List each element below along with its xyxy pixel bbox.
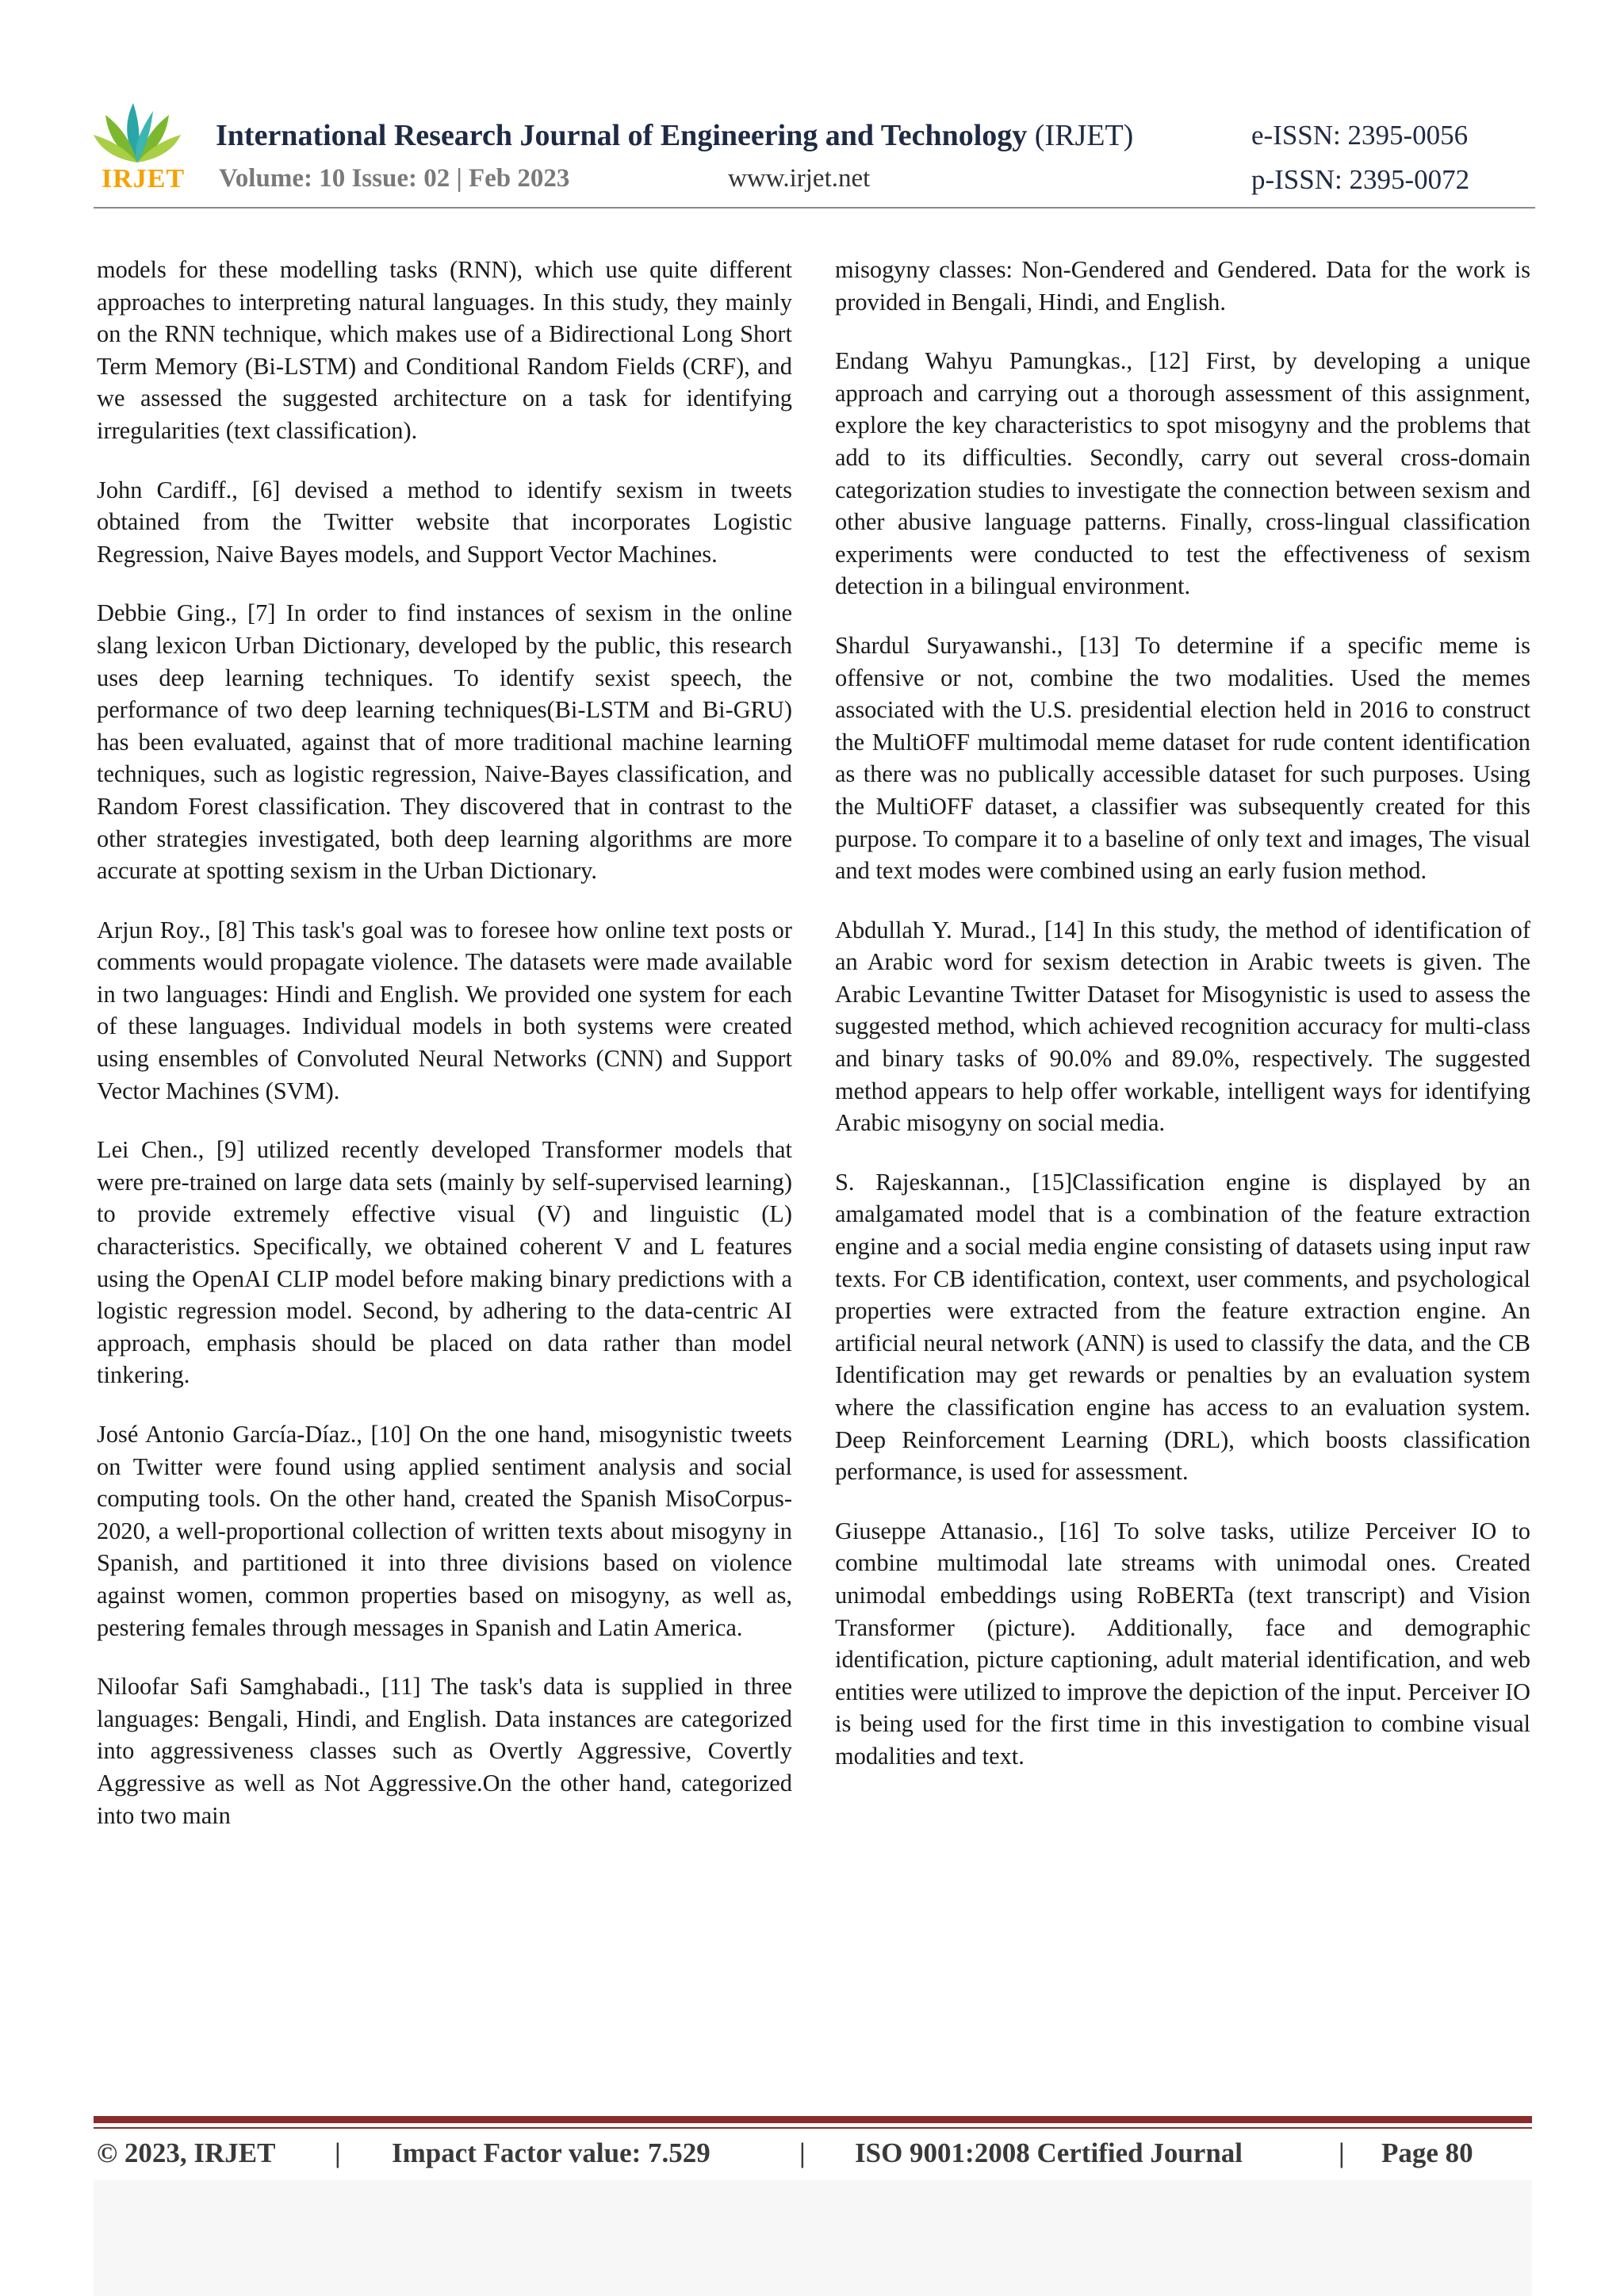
footer-separator: | (335, 2137, 341, 2168)
paragraph: Shardul Suryawanshi., [13] To determine if a specific meme is offensive or not, combine the two modalities. Used the memes associated with the U.S. presidential election held in 2016 to construct the MultiOFF multimodal meme dataset for rude content identification as there was no publically accessible dataset for such purposes. Using the MultiOFF dataset, a classifier was subsequently created for this purpose. To compare it to a baseline of only text and images, The visual and text modes were combined using an early fusion method. (835, 631, 1530, 885)
paragraph: Endang Wahyu Pamungkas., [12] First, by developing a unique approach and carrying out a thorough assessment of this assignment, explore the key characteristics to spot misogyny and the problems that add to its difficulties. Secondly, carry out several cross-domain categorization studies to investigate the connection between sexism and other abusive language patterns. Finally, cross-lingual classification experiments were conducted to test the effectiveness of sexism detection in a bilingual environment. (835, 347, 1530, 600)
paragraph: John Cardiff., [6] devised a method to identify sexism in tweets obtained from the Twitter website that incorporates Logistic Regression, Naive Bayes models, and Support Vector Machines. (97, 476, 792, 568)
page-header (94, 99, 1535, 210)
header-divider (94, 207, 1535, 209)
volume-info: Volume: 10 Issue: 02 | Feb 2023 (219, 164, 570, 193)
footer-impact-factor: Impact Factor value: 7.529 (392, 2137, 710, 2168)
footer-divider-thin (94, 2127, 1532, 2129)
paragraph: misogyny classes: Non-Gendered and Gendered. Data for the work is provided in Bengali, Hindi, and English. (835, 256, 1530, 316)
journal-title (216, 118, 1133, 153)
paragraph: models for these modelling tasks (RNN), which use quite different approaches to interpreting natural languages. In this study, they mainly on the RNN technique, which makes use of a Bidirectional Long Short Term Memory (Bi-LSTM) and Conditional Random Fields (CRF), and we assessed the suggested architecture on a task for identifying irregularities (text classification). (97, 256, 792, 444)
paragraph: S. Rajeskannan., [15]Classification engine is displayed by an amalgamated model that is a combination of the feature extraction engine and a social media engine consisting of datasets using input raw texts. For CB identification, context, user comments, and psychological properties were extracted from the feature extraction engine. An artificial neural network (ANN) is used to classify the data, and the CB Identification may get rewards or penalties by an evaluation system where the classification engine has access to an evaluation system. Deep Reinforcement Learning (DRL), which boosts classification performance, is used for assessment. (835, 1168, 1530, 1486)
paragraph: Arjun Roy., [8] This task's goal was to foresee how online text posts or comments would propagate violence. The datasets were made available in two languages: Hindi and English. We provided one system for each of these languages. Individual models in both systems were created using ensembles of Convoluted Neural Networks (CNN) and Support Vector Machines (SVM). (97, 916, 792, 1104)
journal-name: International Research Journal of Engineering and Technology (216, 119, 1028, 152)
footer-background (94, 2180, 1532, 2296)
paragraph: Giuseppe Attanasio., [16] To solve tasks, utilize Perceiver IO to combine multimodal late streams with unimodal ones. Created unimodal embeddings using RoBERTa (text transcript) and Vision Transformer (picture). Additionally, face and demographic identification, picture captioning, adult material identification, and web entities were utilized to improve the depiction of the input. Perceiver IO is being used for the first time in this investigation to combine visual modalities and text. (835, 1517, 1530, 1770)
paragraph: Lei Chen., [9] utilized recently developed Transformer models that were pre-trained on large data sets (mainly by self-supervised learning) to provide extremely effective visual (V) and linguistic (L) characteristics. Specifically, we obtained coherent V and L features using the OpenAI CLIP model before making binary predictions with a logistic regression model. Second, by adhering to the data-centric AI approach, emphasis should be placed on data rather than model tinkering. (97, 1136, 792, 1389)
footer-iso: ISO 9001:2008 Certified Journal (855, 2137, 1243, 2168)
e-issn: e-ISSN: 2395-0056 (1251, 120, 1469, 151)
left-column (97, 254, 792, 1858)
footer-page-number: Page 80 (1381, 2137, 1473, 2168)
paragraph: Debbie Ging., [7] In order to find instances of sexism in the online slang lexicon Urban Dictionary, developed by the public, this research uses deep learning techniques. To identify sexist speech, the performance of two deep learning techniques(Bi-LSTM and Bi-GRU) has been evaluated, against that of more traditional machine learning techniques, such as logistic regression, Naive-Bayes classification, and Random Forest classification. They discovered that in contrast to the other strategies investigated, both deep learning algorithms are more accurate at spotting sexism in the Urban Dictionary. (97, 599, 792, 885)
footer-copyright: © 2023, IRJET (97, 2137, 276, 2168)
p-issn: p-ISSN: 2395-0072 (1251, 164, 1470, 195)
logo-text: IRJET (102, 164, 186, 193)
footer-divider-thick (94, 2116, 1532, 2123)
leaf-logo-icon (94, 99, 181, 170)
paragraph: Niloofar Safi Samghabadi., [11] The task's data is supplied in three languages: Bengali, Hindi, and English. Data instances are categorized into aggressiveness classes such as Overtly Aggressive, Covertly Aggressive as well as Not Aggressive.On the other hand, categorized into two main (97, 1673, 792, 1829)
footer-separator: | (799, 2137, 806, 2168)
website-link[interactable]: www.irjet.net (728, 164, 871, 193)
journal-abbr: (IRJET) (1034, 119, 1134, 152)
right-column (835, 254, 1530, 1800)
paragraph: José Antonio García-Díaz., [10] On the one hand, misogynistic tweets on Twitter were found using applied sentiment analysis and social computing tools. On the other hand, created the Spanish MisoCorpus-2020, a well-proportional collection of written texts about misogyny in Spanish, and partitioned it into three divisions based on violence against women, common properties based on misogyny, as well as, pestering females through messages in Spanish and Latin America. (97, 1421, 792, 1641)
irjet-logo (94, 99, 186, 194)
paragraph: Abdullah Y. Murad., [14] In this study, the method of identification of an Arabic word for sexism detection in Arabic tweets is given. The Arabic Levantine Twitter Dataset for Misogynistic is used to assess the suggested method, which achieved recognition accuracy for multi-class and binary tasks of 90.0% and 89.0%, respectively. The suggested method appears to help offer workable, intelligent ways for identifying Arabic misogyny on social media. (835, 916, 1530, 1137)
footer-separator: | (1339, 2137, 1345, 2168)
